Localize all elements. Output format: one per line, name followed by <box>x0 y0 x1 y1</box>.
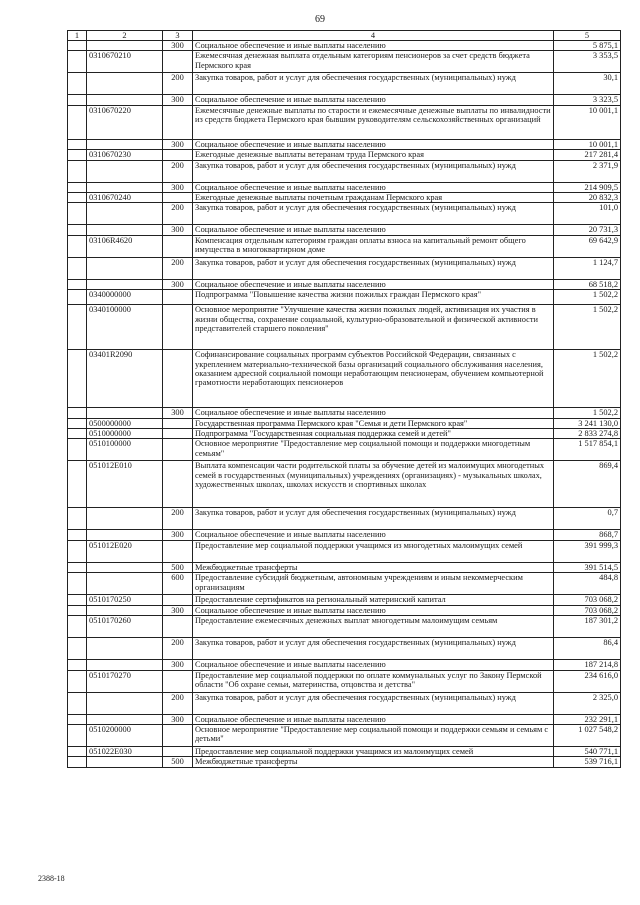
expense-type-code <box>163 461 193 508</box>
table-row <box>68 139 621 149</box>
target-article-code <box>87 139 163 149</box>
amount: 10 001,1 <box>554 139 621 149</box>
header-row <box>68 31 621 41</box>
table-row <box>68 150 621 160</box>
row-blank-cell <box>68 290 87 305</box>
amount: 1 517 854,1 <box>554 439 621 461</box>
target-article-code: 0310670240 <box>87 193 163 203</box>
table-row <box>68 235 621 257</box>
item-name: Софинансирование социальных программ субъектов Российской Федерации, связанных с укреплением материально-технической базы организаций социального обслуживания населения, оказанием адресной социальной помощи неработающим пенсионерам, обучением компьютерной грамотности неработающих пенсионеров <box>193 350 554 408</box>
header-cell: 1 <box>68 31 87 41</box>
amount: 2 833 274,8 <box>554 429 621 439</box>
expense-type-code: 200 <box>163 692 193 714</box>
expense-type-code: 300 <box>163 605 193 615</box>
table-row <box>68 595 621 605</box>
expense-type-code: 200 <box>163 638 193 660</box>
item-name: Социальное обеспечение и иные выплаты населению <box>193 660 554 670</box>
item-name: Ежегодные денежные выплаты почетным гражданам Пермского края <box>193 193 554 203</box>
item-name: Социальное обеспечение и иные выплаты населению <box>193 225 554 235</box>
target-article-code: 0310670230 <box>87 150 163 160</box>
amount: 703 068,2 <box>554 605 621 615</box>
table-row <box>68 305 621 350</box>
amount: 1 502,2 <box>554 350 621 408</box>
target-article-code: 0510170270 <box>87 670 163 692</box>
target-article-code <box>87 605 163 615</box>
document-code: 2388-18 <box>38 874 65 883</box>
row-blank-cell <box>68 724 87 746</box>
amount: 391 999,3 <box>554 540 621 562</box>
item-name: Предоставление сертификатов на региональный материнский капитал <box>193 595 554 605</box>
table-row <box>68 257 621 279</box>
row-blank-cell <box>68 279 87 289</box>
expense-type-code <box>163 305 193 350</box>
target-article-code: 0500000000 <box>87 418 163 428</box>
table-row <box>68 660 621 670</box>
target-article-code: 0510170260 <box>87 616 163 638</box>
target-article-code: 0510000000 <box>87 429 163 439</box>
row-blank-cell <box>68 418 87 428</box>
row-blank-cell <box>68 105 87 139</box>
table-row <box>68 530 621 540</box>
row-blank-cell <box>68 540 87 562</box>
item-name: Социальное обеспечение и иные выплаты населению <box>193 95 554 105</box>
amount: 1 502,2 <box>554 305 621 350</box>
header-cell: 4 <box>193 31 554 41</box>
expense-type-code: 300 <box>163 279 193 289</box>
table-row <box>68 616 621 638</box>
row-blank-cell <box>68 660 87 670</box>
amount: 234 616,0 <box>554 670 621 692</box>
header-cell: 2 <box>87 31 163 41</box>
item-name: Социальное обеспечение и иные выплаты населению <box>193 714 554 724</box>
target-article-code: 0310670210 <box>87 51 163 73</box>
target-article-code: 0510200000 <box>87 724 163 746</box>
row-blank-cell <box>68 225 87 235</box>
expense-type-code: 200 <box>163 203 193 225</box>
item-name: Предоставление мер социальной поддержки учащимся из многодетных малоимущих семей <box>193 540 554 562</box>
target-article-code <box>87 692 163 714</box>
row-blank-cell <box>68 573 87 595</box>
table-row <box>68 508 621 530</box>
target-article-code <box>87 757 163 767</box>
item-name: Ежемесячные денежные выплаты по старости и ежемесячные денежные выплаты по инвалидности из средств бюджета Пермского края бывшим руководителям сельскохозяйственных организаций <box>193 105 554 139</box>
expense-type-code: 200 <box>163 160 193 182</box>
amount: 703 068,2 <box>554 595 621 605</box>
budget-table <box>67 30 621 768</box>
amount: 68 518,2 <box>554 279 621 289</box>
item-name: Ежегодные денежные выплаты ветеранам труда Пермского края <box>193 150 554 160</box>
expense-type-code <box>163 616 193 638</box>
table-row <box>68 193 621 203</box>
amount: 187 301,2 <box>554 616 621 638</box>
item-name: Закупка товаров, работ и услуг для обеспечения государственных (муниципальных) нужд <box>193 203 554 225</box>
row-blank-cell <box>68 73 87 95</box>
table-row <box>68 540 621 562</box>
row-blank-cell <box>68 408 87 418</box>
target-article-code <box>87 562 163 572</box>
row-blank-cell <box>68 41 87 51</box>
item-name: Закупка товаров, работ и услуг для обеспечения государственных (муниципальных) нужд <box>193 257 554 279</box>
expense-type-code <box>163 350 193 408</box>
table-row <box>68 408 621 418</box>
table-row <box>68 95 621 105</box>
amount: 2 371,9 <box>554 160 621 182</box>
amount: 10 001,1 <box>554 105 621 139</box>
expense-type-code <box>163 746 193 756</box>
expense-type-code: 300 <box>163 139 193 149</box>
table-row <box>68 225 621 235</box>
item-name: Подпрограмма "Повышение качества жизни пожилых граждан Пермского края" <box>193 290 554 305</box>
amount: 1 027 548,2 <box>554 724 621 746</box>
expense-type-code: 300 <box>163 530 193 540</box>
expense-type-code <box>163 595 193 605</box>
item-name: Предоставление мер социальной поддержки по оплате коммунальных услуг по Закону Пермской области "Об охране семьи, материнства, отцовства и детства" <box>193 670 554 692</box>
amount: 539 716,1 <box>554 757 621 767</box>
amount: 484,8 <box>554 573 621 595</box>
target-article-code <box>87 73 163 95</box>
expense-type-code <box>163 290 193 305</box>
table-row <box>68 182 621 192</box>
item-name: Закупка товаров, работ и услуг для обеспечения государственных (муниципальных) нужд <box>193 160 554 182</box>
target-article-code: 0310670220 <box>87 105 163 139</box>
row-blank-cell <box>68 757 87 767</box>
expense-type-code <box>163 193 193 203</box>
amount: 869,4 <box>554 461 621 508</box>
expense-type-code: 300 <box>163 225 193 235</box>
row-blank-cell <box>68 350 87 408</box>
table-row <box>68 429 621 439</box>
table-row <box>68 41 621 51</box>
target-article-code <box>87 182 163 192</box>
expense-type-code: 300 <box>163 714 193 724</box>
row-blank-cell <box>68 305 87 350</box>
amount: 20 731,3 <box>554 225 621 235</box>
amount: 101,0 <box>554 203 621 225</box>
table-row <box>68 461 621 508</box>
amount: 30,1 <box>554 73 621 95</box>
expense-type-code: 300 <box>163 408 193 418</box>
amount: 3 323,5 <box>554 95 621 105</box>
row-blank-cell <box>68 51 87 73</box>
table-row <box>68 160 621 182</box>
expense-type-code <box>163 724 193 746</box>
table-row <box>68 692 621 714</box>
table-row <box>68 638 621 660</box>
table-row <box>68 73 621 95</box>
expense-type-code <box>163 540 193 562</box>
target-article-code: 051012Е010 <box>87 461 163 508</box>
item-name: Основное мероприятие "Предоставление мер социальной помощи и поддержки семьям и семьям с детьми" <box>193 724 554 746</box>
item-name: Социальное обеспечение и иные выплаты населению <box>193 408 554 418</box>
expense-type-code <box>163 105 193 139</box>
table-row <box>68 562 621 572</box>
table-row <box>68 757 621 767</box>
target-article-code <box>87 408 163 418</box>
item-name: Подпрограмма "Государственная социальная поддержка семей и детей" <box>193 429 554 439</box>
row-blank-cell <box>68 616 87 638</box>
item-name: Предоставление ежемесячных денежных выплат многодетным малоимущим семьям <box>193 616 554 638</box>
row-blank-cell <box>68 235 87 257</box>
expense-type-code <box>163 150 193 160</box>
amount: 232 291,1 <box>554 714 621 724</box>
table-row <box>68 714 621 724</box>
target-article-code: 03106R4620 <box>87 235 163 257</box>
expense-type-code <box>163 429 193 439</box>
table-row <box>68 105 621 139</box>
row-blank-cell <box>68 562 87 572</box>
expense-type-code: 300 <box>163 660 193 670</box>
target-article-code <box>87 257 163 279</box>
target-article-code: 0510100000 <box>87 439 163 461</box>
item-name: Социальное обеспечение и иные выплаты населению <box>193 139 554 149</box>
target-article-code <box>87 41 163 51</box>
item-name: Социальное обеспечение и иные выплаты населению <box>193 41 554 51</box>
table-row <box>68 605 621 615</box>
amount: 391 514,5 <box>554 562 621 572</box>
target-article-code: 0340100000 <box>87 305 163 350</box>
row-blank-cell <box>68 605 87 615</box>
target-article-code: 03401R2090 <box>87 350 163 408</box>
item-name: Предоставление мер социальной поддержки учащимся из малоимущих семей <box>193 746 554 756</box>
item-name: Межбюджетные трансферты <box>193 757 554 767</box>
row-blank-cell <box>68 203 87 225</box>
header-cell: 3 <box>163 31 193 41</box>
target-article-code <box>87 530 163 540</box>
amount: 1 124,7 <box>554 257 621 279</box>
target-article-code: 0340000000 <box>87 290 163 305</box>
target-article-code: 051022Е030 <box>87 746 163 756</box>
target-article-code <box>87 508 163 530</box>
amount: 69 642,9 <box>554 235 621 257</box>
amount: 0,7 <box>554 508 621 530</box>
item-name: Ежемесячная денежная выплата отдельным категориям пенсионеров за счет средств бюджета Пермского края <box>193 51 554 73</box>
target-article-code <box>87 203 163 225</box>
expense-type-code: 200 <box>163 73 193 95</box>
row-blank-cell <box>68 160 87 182</box>
item-name: Закупка товаров, работ и услуг для обеспечения государственных (муниципальных) нужд <box>193 692 554 714</box>
amount: 86,4 <box>554 638 621 660</box>
row-blank-cell <box>68 95 87 105</box>
table-row <box>68 203 621 225</box>
row-blank-cell <box>68 150 87 160</box>
row-blank-cell <box>68 429 87 439</box>
amount: 217 281,4 <box>554 150 621 160</box>
target-article-code <box>87 160 163 182</box>
expense-type-code: 600 <box>163 573 193 595</box>
amount: 1 502,2 <box>554 408 621 418</box>
item-name: Государственная программа Пермского края "Семья и дети Пермского края" <box>193 418 554 428</box>
expense-type-code <box>163 51 193 73</box>
target-article-code <box>87 279 163 289</box>
expense-type-code: 500 <box>163 562 193 572</box>
expense-type-code: 200 <box>163 257 193 279</box>
item-name: Закупка товаров, работ и услуг для обеспечения государственных (муниципальных) нужд <box>193 638 554 660</box>
table-row <box>68 439 621 461</box>
amount: 868,7 <box>554 530 621 540</box>
table-row <box>68 724 621 746</box>
row-blank-cell <box>68 530 87 540</box>
expense-type-code: 200 <box>163 508 193 530</box>
item-name: Социальное обеспечение и иные выплаты населению <box>193 530 554 540</box>
item-name: Социальное обеспечение и иные выплаты населению <box>193 182 554 192</box>
item-name: Социальное обеспечение и иные выплаты населению <box>193 605 554 615</box>
row-blank-cell <box>68 461 87 508</box>
row-blank-cell <box>68 714 87 724</box>
row-blank-cell <box>68 746 87 756</box>
row-blank-cell <box>68 595 87 605</box>
target-article-code: 051012Е020 <box>87 540 163 562</box>
item-name: Основное мероприятие "Предоставление мер социальной помощи и поддержки многодетным семьям" <box>193 439 554 461</box>
expense-type-code <box>163 439 193 461</box>
table-row <box>68 573 621 595</box>
row-blank-cell <box>68 182 87 192</box>
item-name: Предоставление субсидий бюджетным, автономным учреждениям и иным некоммерческим организациям <box>193 573 554 595</box>
page-number: 69 <box>315 14 325 25</box>
item-name: Выплата компенсации части родительской платы за обучение детей из малоимущих многодетных семей в государственных (муниципальных) учреждениях (организациях) - музыкальных школах, художественных школах, школах искусств и спортивных школах <box>193 461 554 508</box>
table-row <box>68 51 621 73</box>
row-blank-cell <box>68 670 87 692</box>
row-blank-cell <box>68 193 87 203</box>
expense-type-code: 300 <box>163 182 193 192</box>
row-blank-cell <box>68 257 87 279</box>
amount: 214 909,5 <box>554 182 621 192</box>
row-blank-cell <box>68 508 87 530</box>
table-row <box>68 746 621 756</box>
amount: 187 214,8 <box>554 660 621 670</box>
row-blank-cell <box>68 139 87 149</box>
expense-type-code: 300 <box>163 41 193 51</box>
item-name: Закупка товаров, работ и услуг для обеспечения государственных (муниципальных) нужд <box>193 73 554 95</box>
amount: 3 353,5 <box>554 51 621 73</box>
amount: 20 832,3 <box>554 193 621 203</box>
expense-type-code <box>163 418 193 428</box>
item-name: Компенсация отдельным категориям граждан оплаты взноса на капитальный ремонт общего имущества в многоквартирном доме <box>193 235 554 257</box>
target-article-code: 0510170250 <box>87 595 163 605</box>
table-row <box>68 418 621 428</box>
amount: 3 241 130,0 <box>554 418 621 428</box>
header-cell: 5 <box>554 31 621 41</box>
amount: 2 325,0 <box>554 692 621 714</box>
target-article-code <box>87 225 163 235</box>
row-blank-cell <box>68 638 87 660</box>
row-blank-cell <box>68 439 87 461</box>
item-name: Межбюджетные трансферты <box>193 562 554 572</box>
item-name: Основное мероприятие "Улучшение качества жизни пожилых людей, активизация их участия в жизни общества, сохранение социальной, культурно-образовательной и физической активности представителей старшего поколения" <box>193 305 554 350</box>
target-article-code <box>87 660 163 670</box>
target-article-code <box>87 95 163 105</box>
item-name: Социальное обеспечение и иные выплаты населению <box>193 279 554 289</box>
amount: 5 875,1 <box>554 41 621 51</box>
expense-type-code <box>163 670 193 692</box>
expense-type-code <box>163 235 193 257</box>
table-row <box>68 670 621 692</box>
target-article-code <box>87 714 163 724</box>
amount: 1 502,2 <box>554 290 621 305</box>
target-article-code <box>87 638 163 660</box>
table-row <box>68 350 621 408</box>
target-article-code <box>87 573 163 595</box>
amount: 540 771,1 <box>554 746 621 756</box>
table-row <box>68 290 621 305</box>
expense-type-code: 300 <box>163 95 193 105</box>
row-blank-cell <box>68 692 87 714</box>
table-row <box>68 279 621 289</box>
item-name: Закупка товаров, работ и услуг для обеспечения государственных (муниципальных) нужд <box>193 508 554 530</box>
expense-type-code: 500 <box>163 757 193 767</box>
